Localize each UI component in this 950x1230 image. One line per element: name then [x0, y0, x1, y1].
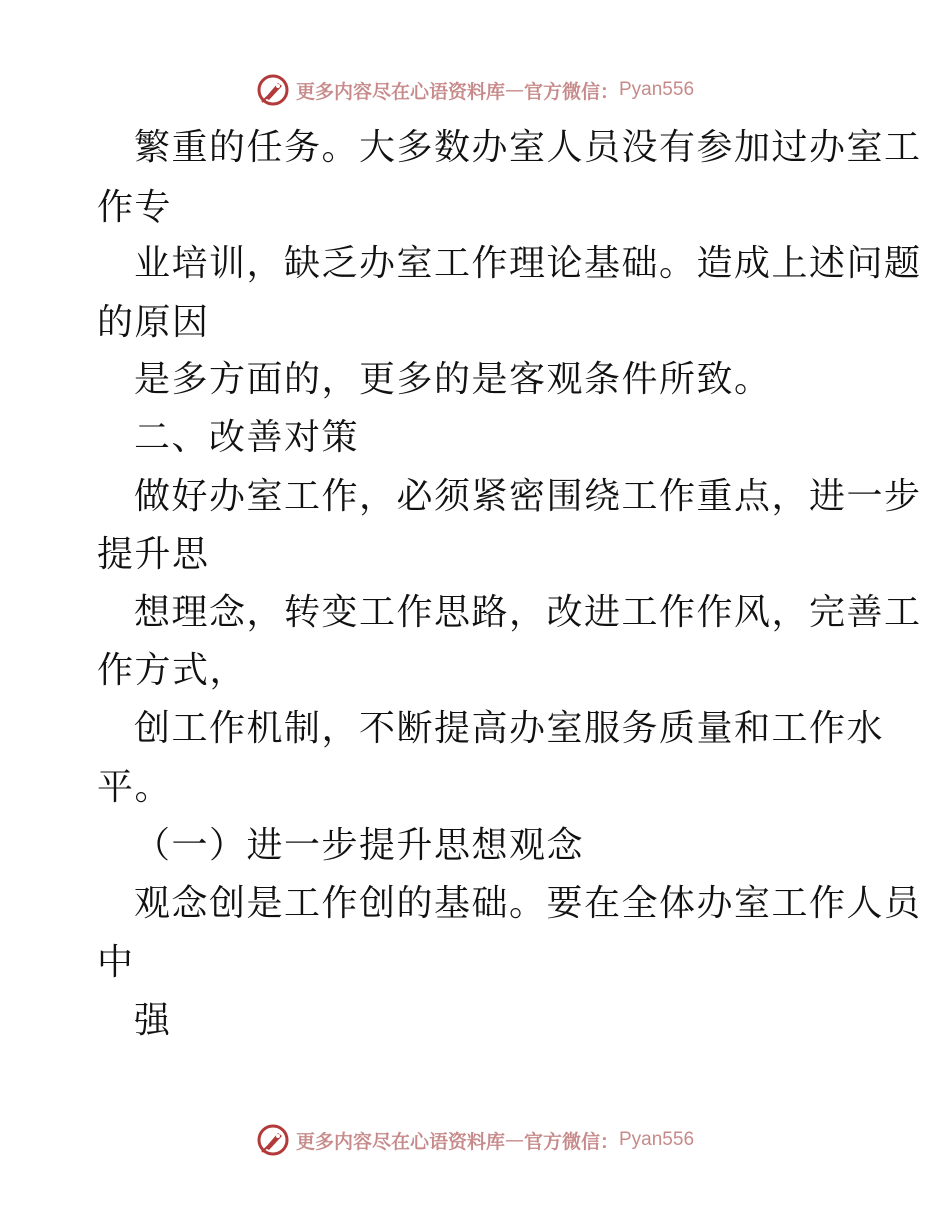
body-line: 强 [134, 1000, 172, 1041]
body-line: 作专 [97, 187, 173, 228]
body-line: 繁重的任务。大多数办室人员没有参加过办室工 [134, 127, 922, 168]
pen-nib-logo-icon [256, 73, 290, 107]
banner-site-name: 更多内容尽在心语资料库 [295, 80, 505, 103]
banner-dash: — [504, 1129, 524, 1151]
body-line: 业培训，缺乏办室工作理论基础。造成上述问题 [134, 243, 922, 284]
body-line: 创工作机制，不断提高办室服务质量和工作水 [134, 708, 885, 749]
subsection-heading: （一）进一步提升思想观念 [134, 825, 585, 866]
banner-wechat-label: 官方微信： [523, 1130, 619, 1153]
body-line: 的原因 [97, 302, 210, 343]
body-line: 做好办室工作，必须紧密围绕工作重点，进一步 [134, 476, 922, 517]
footer-banner [0, 1120, 950, 1160]
banner-wechat-id: Pyan556 [619, 1129, 695, 1150]
body-line: 作方式， [97, 650, 248, 691]
body-line: 想理念，转变工作思路，改进工作作风，完善工 [134, 592, 922, 633]
banner-dash: — [504, 79, 524, 101]
body-line: 提升思 [97, 534, 210, 575]
header-banner [0, 70, 950, 110]
body-line: 是多方面的，更多的是客观条件所致。 [134, 359, 772, 400]
body-line: 中 [97, 942, 135, 983]
section-heading: 二、改善对策 [134, 417, 360, 458]
banner-wechat-id: Pyan556 [619, 79, 695, 100]
banner-site-name: 更多内容尽在心语资料库 [295, 1130, 505, 1153]
body-line: 平。 [97, 767, 173, 808]
banner-wechat-label: 官方微信： [523, 80, 619, 103]
pen-nib-logo-icon [256, 1123, 290, 1157]
body-line: 观念创是工作创的基础。要在全体办室工作人员 [134, 883, 922, 924]
